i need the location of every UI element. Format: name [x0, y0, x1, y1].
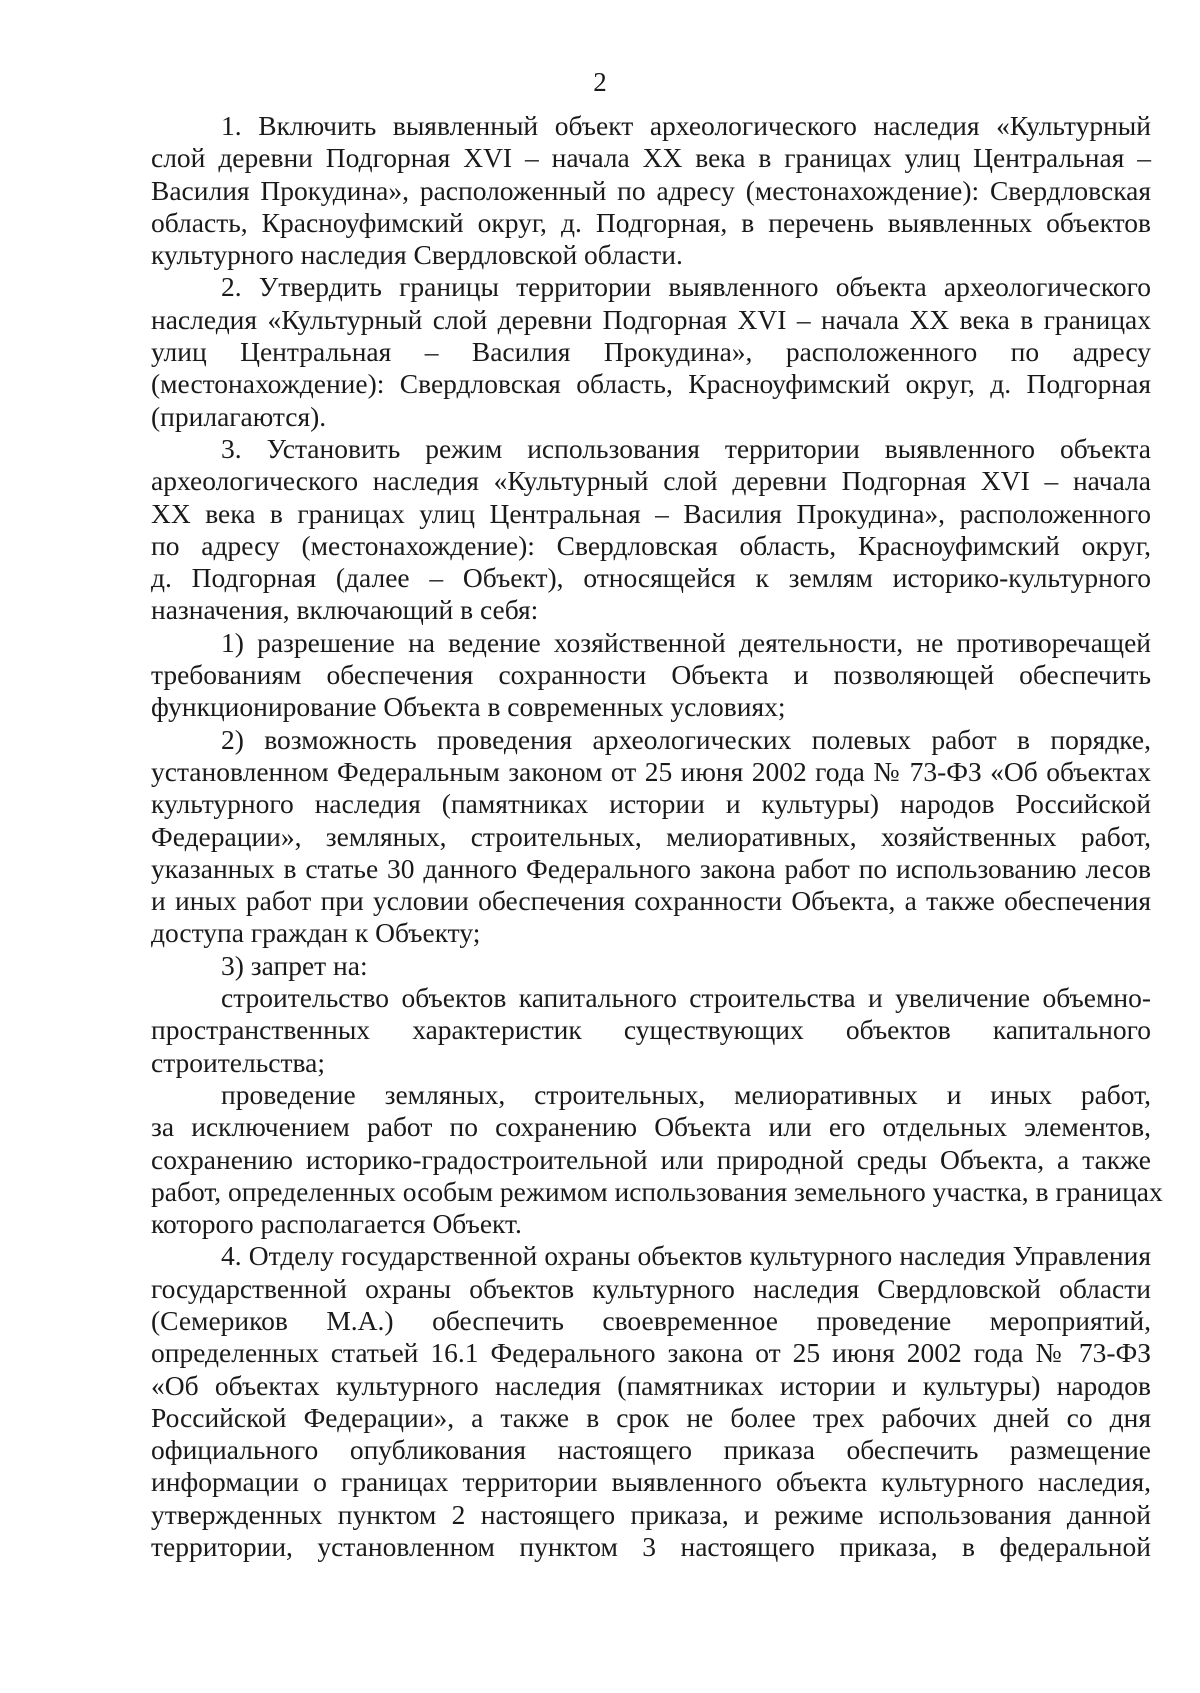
text-line: (прилагаются). — [151, 400, 327, 432]
text-line: которого располагается Объект. — [151, 1208, 522, 1240]
text-line: 1. Включить выявленный объект археологического наследия «Культурный — [221, 110, 1151, 141]
text-line: 4. Отделу государственной охраны объектов культурного наследия Управления — [221, 1240, 1151, 1272]
text-line: культурного наследия (памятниках истории и культуры) народов Российской — [151, 788, 1151, 820]
text-line: XX века в границах улиц Центральная – Василия Прокудина», расположенного — [151, 497, 1151, 529]
text-line: область, Красноуфимский округ, д. Подгорная, в перечень выявленных объектов — [151, 206, 1151, 238]
text-line: археологического наследия «Культурный слой деревни Подгорная XVI – начала — [151, 465, 1151, 497]
text-line: функционирование Объекта в современных условиях; — [151, 691, 786, 723]
page-number: 2 — [593, 67, 607, 97]
text-line: указанных в статье 30 данного Федерального закона работ по использованию лесов — [151, 852, 1151, 884]
text-line: официального опубликования настоящего приказа обеспечить размещение — [151, 1434, 1151, 1466]
text-line: Российской Федерации», а также в срок не более трех рабочих дней со дня — [151, 1401, 1151, 1433]
text-line: территории, установленном пунктом 3 настоящего приказа, в федеральной — [151, 1531, 1151, 1563]
text-line: 3) запрет на: — [221, 949, 368, 981]
text-line: 1) разрешение на ведение хозяйственной деятельности, не противоречащей — [221, 626, 1151, 658]
text-line: культурного наследия Свердловской области. — [151, 239, 683, 271]
text-line: наследия «Культурный слой деревни Подгорная XVI – начала XX века в границах — [151, 303, 1151, 335]
text-line: определенных статьей 16.1 Федерального закона от 25 июня 2002 года № 73-ФЗ — [151, 1337, 1151, 1369]
text-line: улиц Центральная – Василия Прокудина», расположенного по адресу — [151, 336, 1151, 368]
text-line: государственной охраны объектов культурного наследия Свердловской области — [151, 1272, 1151, 1304]
text-line: «Об объектах культурного наследия (памятниках истории и культуры) народов — [151, 1369, 1151, 1401]
text-line: доступа граждан к Объекту; — [151, 917, 481, 949]
text-line: д. Подгорная (далее – Объект), относящейся к землям историко-культурного — [151, 562, 1151, 594]
text-line: и иных работ при условии обеспечения сохранности Объекта, а также обеспечения — [151, 885, 1151, 917]
text-line: строительства; — [151, 1046, 325, 1078]
text-line: проведение земляных, строительных, мелиоративных и иных работ, — [221, 1078, 1151, 1110]
text-line: установленном Федеральным законом от 25 июня 2002 года № 73-ФЗ «Об объектах — [151, 755, 1151, 787]
text-line: (местонахождение): Свердловская область, Красноуфимский округ, д. Подгорная — [151, 368, 1151, 400]
text-line: требованиям обеспечения сохранности Объекта и позволяющей обеспечить — [151, 659, 1151, 691]
text-line: Василия Прокудина», расположенный по адресу (местонахождение): Свердловская — [151, 174, 1151, 206]
text-line: по адресу (местонахождение): Свердловская область, Красноуфимский округ, — [151, 529, 1151, 561]
text-line: Федерации», земляных, строительных, мелиоративных, хозяйственных работ, — [151, 820, 1151, 852]
text-line: за исключением работ по сохранению Объекта или его отдельных элементов, — [151, 1111, 1151, 1143]
text-line: строительство объектов капитального строительства и увеличение объемно- — [221, 982, 1151, 1014]
text-line: 2. Утвердить границы территории выявленного объекта археологического — [221, 271, 1151, 303]
text-line: пространственных характеристик существующих объектов капитального — [151, 1014, 1151, 1046]
text-line: утвержденных пунктом 2 настоящего приказа, и режиме использования данной — [151, 1498, 1151, 1530]
text-line: работ, определенных особым режимом использования земельного участка, в границах — [151, 1175, 1163, 1207]
text-line: информации о границах территории выявленного объекта культурного наследия, — [151, 1466, 1151, 1498]
text-line: 3. Установить режим использования территории выявленного объекта — [221, 432, 1151, 464]
text-line: назначения, включающий в себя: — [151, 594, 539, 626]
document-body — [151, 110, 1163, 1563]
text-line: слой деревни Подгорная XVI – начала XX века в границах улиц Центральная – — [151, 142, 1151, 174]
text-line: (Семериков М.А.) обеспечить своевременное проведение мероприятий, — [151, 1304, 1151, 1336]
text-line: 2) возможность проведения археологических полевых работ в порядке, — [221, 723, 1151, 755]
text-line: сохранению историко-градостроительной или природной среды Объекта, а также — [151, 1143, 1151, 1175]
